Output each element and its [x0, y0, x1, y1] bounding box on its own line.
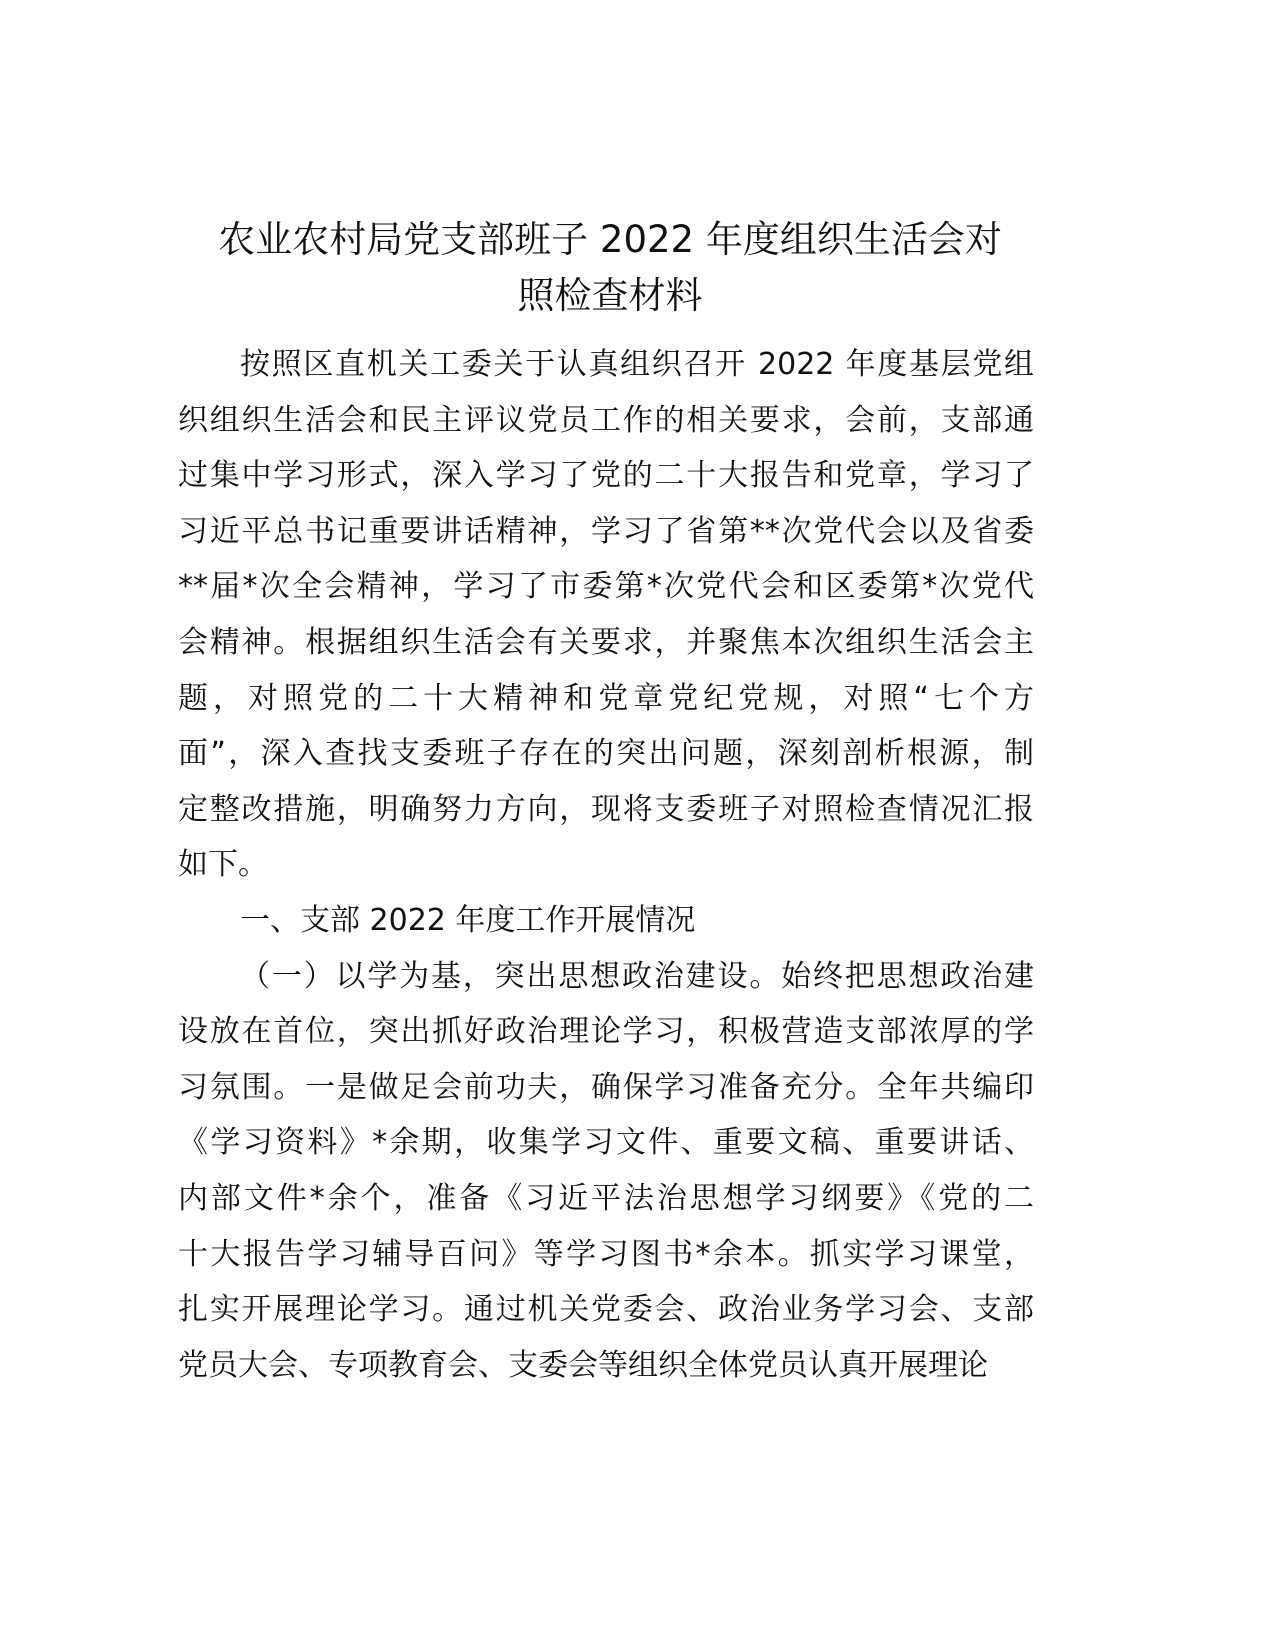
paragraph	[178, 893, 1034, 949]
paragraph-line: 织组织生活会和民主评议党员工作的相关要求，会前，支部通	[178, 402, 1034, 438]
paragraph-line: 过集中学习形式，深入学习了党的二十大报告和党章，学习了	[178, 458, 1034, 494]
paragraph-line: 内部文件*余个，准备《习近平法治思想学习纲要》《党的二	[178, 1180, 1034, 1216]
paragraph-line: 党员大会、专项教育会、支委会等组织全体党员认真开展理论	[178, 1347, 988, 1383]
paragraph-line: 按照区直机关工委关于认真组织召开 2022 年度基层党组	[240, 347, 1034, 382]
paragraph-line: （一）以学为基，突出思想政治建设。始终把思想政治建	[240, 958, 1034, 994]
document-title	[170, 212, 1050, 324]
document-body	[178, 337, 1034, 1393]
paragraph-line: 会精神。根据组织生活会有关要求，并聚焦本次组织生活会主	[178, 624, 1034, 660]
paragraph-line: 十大报告学习辅导百问》等学习图书*余本。抓实学习课堂，	[178, 1236, 1034, 1272]
paragraph-line: 定整改措施，明确努力方向，现将支委班子对照检查情况汇报	[178, 791, 1034, 827]
title-line-2: 照检查材料	[517, 274, 703, 317]
section-heading: 一、支部 2022 年度工作开展情况	[240, 902, 696, 938]
title-line-1: 农业农村局党支部班子 2022 年度组织生活会对	[218, 218, 1002, 261]
paragraph-line: 题，对照党的二十大精神和党章党纪党规，对照“七个方	[178, 680, 1034, 716]
paragraph-line: 《学习资料》*余期，收集学习文件、重要文稿、重要讲话、	[178, 1125, 1034, 1161]
paragraph	[178, 337, 1034, 893]
paragraph-line: 习氛围。一是做足会前功夫，确保学习准备充分。全年共编印	[178, 1069, 1034, 1105]
paragraph-line: 设放在首位，突出抓好政治理论学习，积极营造支部浓厚的学	[178, 1014, 1034, 1050]
paragraph	[178, 949, 1034, 1394]
paragraph-line: 面”，深入查找支委班子存在的突出问题，深刻剖析根源，制	[178, 736, 1034, 772]
paragraph-line: 扎实开展理论学习。通过机关党委会、政治业务学习会、支部	[178, 1292, 1034, 1328]
paragraph-line: **届*次全会精神，学习了市委第*次党代会和区委第*次党代	[178, 569, 1034, 605]
paragraph-line: 习近平总书记重要讲话精神，学习了省第**次党代会以及省委	[178, 513, 1034, 549]
paragraph-line: 如下。	[178, 847, 268, 883]
